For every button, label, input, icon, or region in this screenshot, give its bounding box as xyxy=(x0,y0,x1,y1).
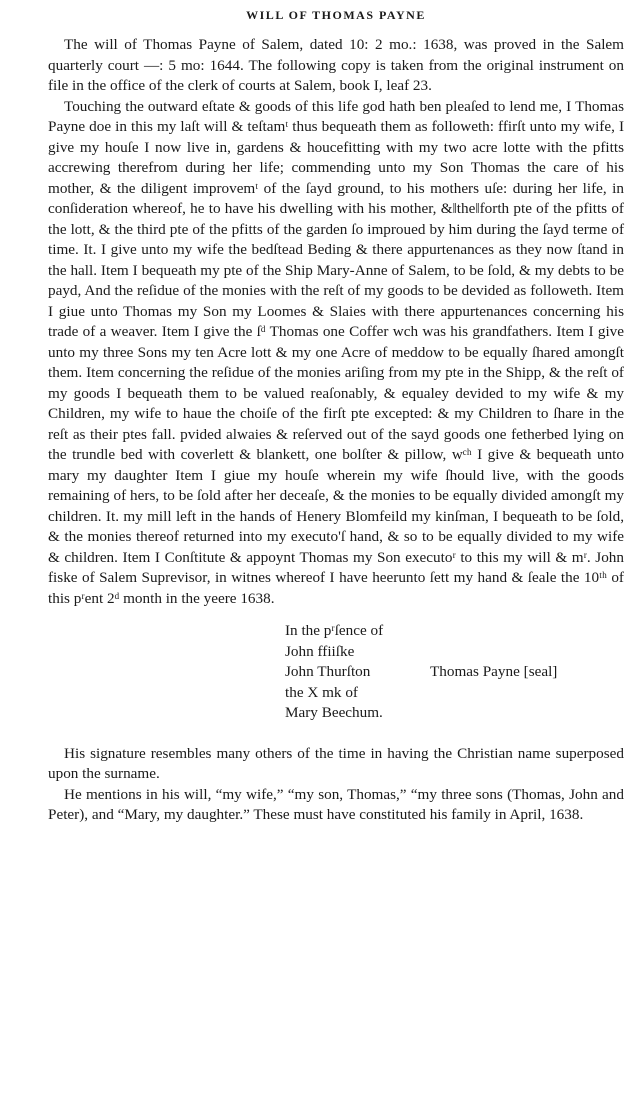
will-text-paragraph: Touching the outward eſtate & goods of this life god hath ben pleaſed to lend me, I Thomas Payne doe in this my laſt will & teſtamᵗ thus bequeath them as followeth: ffirſt unto my wife, I give my houſe I now live in, gardens & houcefitting with my two acre lotte with the pfitts accrewing therefrom during her life; commending unto my Son Thomas the care of his mother, & the diligent improvemᵗ of the ſayd ground, to his mothers uſe: during her life, in conſideration whereof, he to have his dwelling with his mother, &‖the‖forth pte of the pfitts of the lott, & the third pte of the pfitts of the garden ſo improued by him during the ſayd terme of time. It. I give unto my wife the bedſtead Beding & there appurtenances as they now ſtand in the hall. Item I bequeath my pte of the Ship Mary-Anne of Salem, to be ſold, & my debts to be payd, And the reſidue of the monies with the reſt of my goods to be devided as followeth. Item I giue unto Thomas my Son my Loomes & Slaies with there appurtenances concerning his trade of a weaver. Item I give the ſᵈ Thomas one Coffer wch was his grandfathers. Item I give unto my three Sons my ten Acre lott & my one Acre of meddow to be equally ſhared amongſt them. Item concerning the reſidue of the monies ariſing from my pte in the Shipp, & the reſt of my goods I bequeath them to be valued reaſonably, & equaley devided to my wife & my Children, my wife to haue the choiſe of the firſt pte excepted: & my Children to ſhare in the reſt as their ptes fall. pvided alwaies & reſerved out of the sayd goods one fetherbed lying on the trundle bed with coverlett & blankett, one bolſter & pillow, wᶜʰ I give & bequeath unto mary my daughter Item I giue my houſe wherein my wife ſhould live, with the goods remaining of hers, to be ſold after her deceaſe, & the monies to be equally divided amongſt my children. It. my mill left in the hands of Henery Blomfeild my kinſman, I bequeath to be ſold, & the monies thereof returned into my executo'ſ hand, & so to be equally divided to my wife & children. Item I Conſtitute & appoynt Thomas my Son executoʳ to this my will & mʳ. John fiske of Salem Suprevisor, in witnes whereof I have heerunto ſett my hand & ſeale the 10ᵗʰ of this pʳent 2ᵈ month in the yeere 1638. xyxy=(48,97,624,607)
witness-line: In the pʳſence of xyxy=(285,622,384,639)
closing-paragraph-2: He mentions in his will, “my wife,” “my son, Thomas,” “my three sons (Thomas, John and Peter), and “Mary, my daughter.” These must have constituted his family in April, 1638. xyxy=(48,785,624,823)
witness-line: the X mk of xyxy=(285,683,358,701)
running-header: WILL OF THOMAS PAYNE xyxy=(246,8,426,22)
intro-paragraph: The will of Thomas Payne of Salem, dated 10: 2 mo.: 1638, was proved in the Salem quarterly court —: 5 mo: 1644. The following copy is taken from the original instrument on file in the office of the clerk of courts at Salem, book I, leaf 23. xyxy=(48,36,624,94)
witness-line: John ffiiſke xyxy=(285,642,355,660)
witness-line: Mary Beechum. xyxy=(285,704,383,721)
closing-paragraph-1: His signature resembles many others of the time in having the Christian name superposed upon the surname. xyxy=(48,744,624,782)
testator-signature: Thomas Payne [seal] xyxy=(430,663,558,680)
witness-line: John Thurſton xyxy=(285,663,371,680)
signature-block xyxy=(285,621,624,724)
witness-list xyxy=(285,621,430,724)
